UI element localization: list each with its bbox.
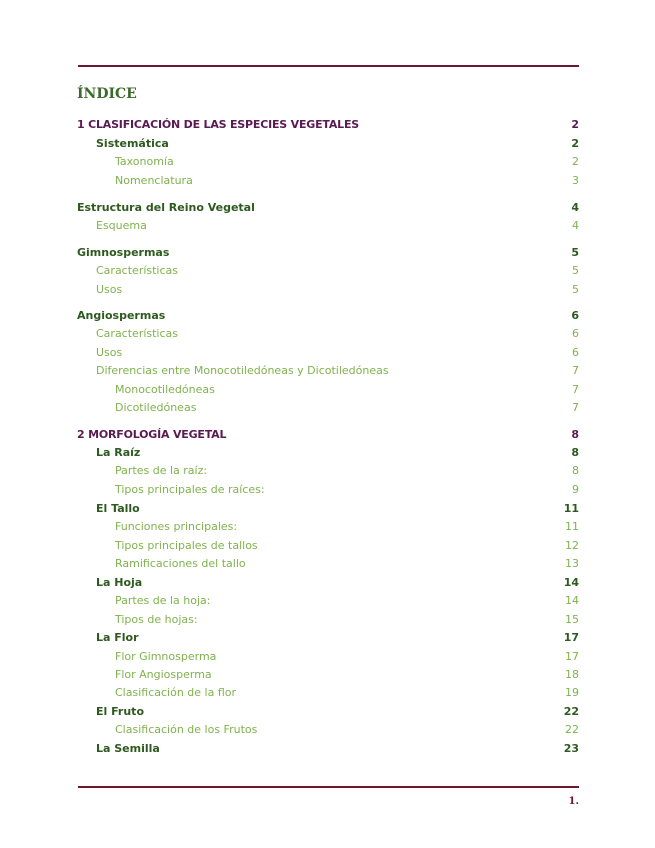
toc-entry[interactable] xyxy=(0,155,655,171)
toc-entry-page: 8 xyxy=(572,464,579,477)
toc-entry-label: La Semilla xyxy=(96,742,160,755)
toc-entry[interactable] xyxy=(0,401,655,417)
toc-entry-label: Ramificaciones del tallo xyxy=(115,557,246,570)
toc-entry-page: 22 xyxy=(563,705,579,718)
toc-entry-label: Sistemática xyxy=(96,137,169,150)
toc-entry[interactable] xyxy=(0,686,655,702)
toc-entry-page: 4 xyxy=(571,201,579,214)
toc-entry-page: 2 xyxy=(572,155,579,168)
toc-entry[interactable] xyxy=(0,246,655,262)
toc-entry[interactable] xyxy=(0,594,655,610)
toc-entry-label: La Raíz xyxy=(96,446,141,459)
toc-entry[interactable] xyxy=(0,446,655,462)
toc-entry-label: Angiospermas xyxy=(77,309,166,322)
toc-entry-label: Tipos principales de tallos xyxy=(115,539,258,552)
toc-entry-page: 13 xyxy=(565,557,579,570)
toc-entry-page: 7 xyxy=(572,401,579,414)
toc-entry-page: 6 xyxy=(571,309,579,322)
toc-entry-label: El Fruto xyxy=(96,705,144,718)
toc-entry[interactable] xyxy=(0,502,655,518)
toc-entry-page: 3 xyxy=(572,174,579,187)
toc-entry-page: 14 xyxy=(565,594,579,607)
toc-entry-label: El Tallo xyxy=(96,502,140,515)
toc-entry-page: 5 xyxy=(572,283,579,296)
toc-entry[interactable] xyxy=(0,346,655,362)
toc-entry-label: Características xyxy=(96,327,179,340)
toc-entry[interactable] xyxy=(0,364,655,380)
toc-entry-page: 15 xyxy=(565,613,579,626)
toc-entry[interactable] xyxy=(0,668,655,684)
toc-entry-label: Clasificación de la flor xyxy=(115,686,237,699)
toc-entry[interactable] xyxy=(0,483,655,499)
toc-entry[interactable] xyxy=(0,723,655,739)
toc-entry-page: 11 xyxy=(565,520,579,533)
toc-entry-label: Gimnospermas xyxy=(77,246,170,259)
toc-entry-label: Características xyxy=(96,264,179,277)
toc-entry-page: 6 xyxy=(572,327,579,340)
toc-entry[interactable] xyxy=(0,705,655,721)
toc-entry-label: Tipos de hojas: xyxy=(115,613,198,626)
toc-entry[interactable] xyxy=(0,283,655,299)
toc-entry-label: 1 CLASIFICACIÓN DE LAS ESPECIES VEGETALES xyxy=(77,118,360,131)
toc-entry-page: 5 xyxy=(572,264,579,277)
toc-entry-page: 12 xyxy=(565,539,579,552)
toc-entry[interactable] xyxy=(0,742,655,758)
toc-entry[interactable] xyxy=(0,264,655,280)
toc-entry-label: 2 MORFOLOGÍA VEGETAL xyxy=(77,428,227,441)
toc-entry-label: Diferencias entre Monocotiledóneas y Dicotiledóneas xyxy=(96,364,389,377)
toc-entry[interactable] xyxy=(0,383,655,399)
toc-entry-label: Usos xyxy=(96,283,123,296)
toc-entry-page: 2 xyxy=(571,118,579,131)
toc-entry-page: 23 xyxy=(563,742,579,755)
toc-entry[interactable] xyxy=(0,631,655,647)
toc-entry-label: Estructura del Reino Vegetal xyxy=(77,201,255,214)
toc-entry-label: Esquema xyxy=(96,219,147,232)
toc-entry-page: 17 xyxy=(565,650,579,663)
toc-entry-label: Partes de la raíz: xyxy=(115,464,208,477)
toc-entry[interactable] xyxy=(0,464,655,480)
toc-entry-page: 5 xyxy=(571,246,579,259)
toc-entry[interactable] xyxy=(0,327,655,343)
toc-entry-label: Flor Gimnosperma xyxy=(115,650,217,663)
toc-entry-page: 4 xyxy=(572,219,579,232)
toc-entry[interactable] xyxy=(0,118,655,134)
index-title: ÍNDICE xyxy=(77,86,137,102)
toc-entry[interactable] xyxy=(0,650,655,666)
toc-entry[interactable] xyxy=(0,576,655,592)
toc-entry-label: Flor Angiosperma xyxy=(115,668,212,681)
toc-entry-label: Nomenclatura xyxy=(115,174,193,187)
footer-rule xyxy=(78,786,579,788)
toc-entry-label: Tipos principales de raíces: xyxy=(115,483,265,496)
toc-entry-page: 2 xyxy=(571,137,579,150)
toc-entry-label: La Hoja xyxy=(96,576,143,589)
toc-entry-label: Taxonomía xyxy=(115,155,174,168)
toc-entry[interactable] xyxy=(0,520,655,536)
toc-entry[interactable] xyxy=(0,174,655,190)
toc-entry[interactable] xyxy=(0,309,655,325)
toc-entry-label: Monocotiledóneas xyxy=(115,383,215,396)
toc-entry[interactable] xyxy=(0,613,655,629)
toc-entry-page: 9 xyxy=(572,483,579,496)
toc-entry-page: 17 xyxy=(563,631,579,644)
toc-entry-page: 8 xyxy=(571,446,579,459)
toc-entry-label: Funciones principales: xyxy=(115,520,238,533)
toc-entry-page: 22 xyxy=(565,723,579,736)
toc-entry-label: La Flor xyxy=(96,631,139,644)
toc-entry-page: 7 xyxy=(572,364,579,377)
toc-entry[interactable] xyxy=(0,137,655,153)
toc-entry-page: 7 xyxy=(572,383,579,396)
toc-entry[interactable] xyxy=(0,557,655,573)
toc-entry-label: Clasificación de los Frutos xyxy=(115,723,258,736)
toc-entry[interactable] xyxy=(0,201,655,217)
toc-entry-page: 14 xyxy=(563,576,579,589)
toc-entry-label: Usos xyxy=(96,346,123,359)
toc-entry[interactable] xyxy=(0,428,655,444)
toc-entry[interactable] xyxy=(0,219,655,235)
toc-entry-label: Partes de la hoja: xyxy=(115,594,211,607)
toc-entry-page: 8 xyxy=(571,428,579,441)
toc-entry[interactable] xyxy=(0,539,655,555)
toc-entry-label: Dicotiledóneas xyxy=(115,401,197,414)
page-number: 1. xyxy=(568,796,579,807)
toc-entry-page: 19 xyxy=(565,686,579,699)
toc-entry-page: 6 xyxy=(572,346,579,359)
toc-entry-page: 11 xyxy=(563,502,579,515)
toc-entry-page: 18 xyxy=(565,668,579,681)
